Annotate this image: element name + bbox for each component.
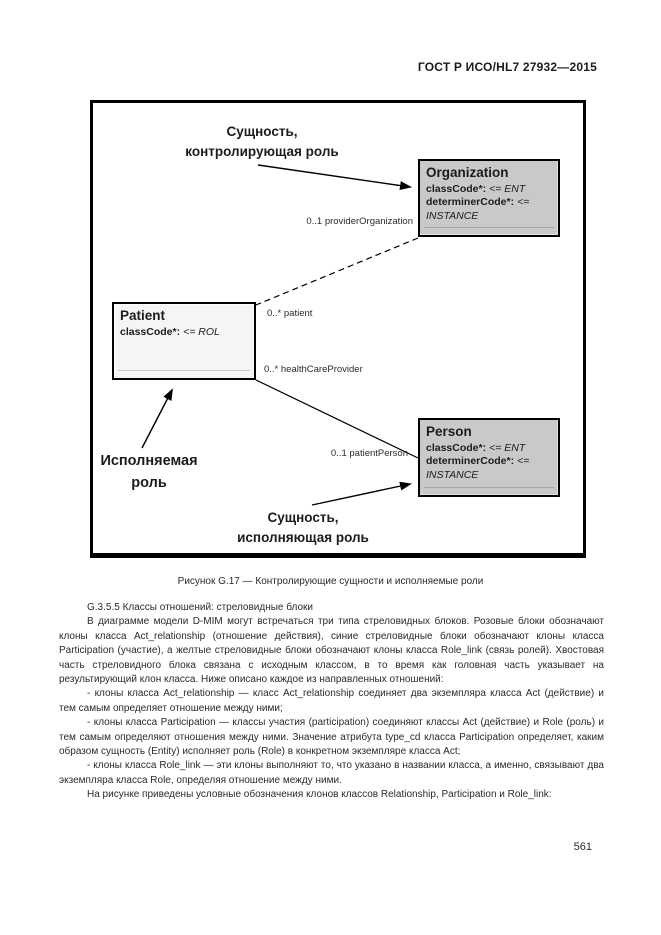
label-controlling-entity xyxy=(147,122,377,163)
arrow-controlling-entity xyxy=(258,165,410,187)
section-heading: G.3.5.5 Классы отношений: стреловидные блоки xyxy=(87,602,314,613)
edge-label-provider-organization: 0..1 providerOrganization xyxy=(306,216,413,227)
paragraph: - клоны класса Role_link — эти клоны выполняют то, что указано в названии класса, а именно, связывают два экземпляра класса Role, определяя отношение между ними. xyxy=(59,760,604,786)
paragraph: В диаграмме модели D-MIM могут встречаться три типа стреловидных блоков. Розовые блоки обозначают клоны класса Act_relationship (отношение действия), синие стреловидные блоки обозначают клоны класса Participation (участие), а желтые стреловидные блоки обозначают клоны класса Role_link (связь ролей). Хвостовая часть стреловидного блока связана с исходным классом, в то время как головная часть указывает на результирующий клон класса. Ниже описано каждое из направленных отношений: xyxy=(59,616,604,686)
patient-classcode-attr: classCode*: <= ROL xyxy=(120,325,220,338)
label-controlling-entity-line2: контролирующая роль xyxy=(185,144,339,160)
figure-caption: Рисунок G.17 — Контролирующие сущности и исполняемые роли xyxy=(177,576,484,587)
organization-classcode-attr: classCode*: <= ENT xyxy=(426,182,526,195)
class-box-organization xyxy=(418,159,560,237)
page-number: 561 xyxy=(573,841,592,853)
label-performing-entity-line1: Сущность, xyxy=(267,510,339,525)
label-performed-role-line1: Исполняемая xyxy=(100,453,198,469)
class-title-organization: Organization xyxy=(426,165,509,180)
edge-organization-patient xyxy=(256,238,418,305)
class-box-patient xyxy=(112,302,256,380)
label-controlling-entity-line1: Сущность, xyxy=(226,124,298,139)
paragraph: На рисунке приведены условные обозначения клонов классов Relationship, Participation и Role_link: xyxy=(87,789,552,801)
label-performing-entity-line2: исполняющая роль xyxy=(237,530,369,546)
figure-frame xyxy=(90,100,586,558)
edge-patient-person xyxy=(256,380,418,458)
person-classcode-attr: classCode*: <= ENT xyxy=(426,441,526,454)
edge-label-patient: 0..* patient xyxy=(267,308,313,319)
arrow-performing-entity xyxy=(312,484,410,505)
label-performed-role xyxy=(93,451,205,495)
edge-label-patient-person: 0..1 patientPerson xyxy=(330,448,408,459)
document-header: ГОСТ Р ИСО/HL7 27932—2015 xyxy=(417,60,597,74)
organization-determinercode-attr: determinerCode*: <= INSTANCE xyxy=(426,196,530,222)
body-text xyxy=(59,601,604,803)
class-title-patient: Patient xyxy=(120,308,166,323)
edge-label-health-care-provider: 0..* healthCareProvider xyxy=(264,364,363,375)
class-title-person: Person xyxy=(426,424,472,439)
arrow-performed-role xyxy=(142,390,172,448)
label-performing-entity xyxy=(218,508,388,549)
paragraph: - клоны класса Act_relationship — класс Act_relationship соединяет два экземпляра класса Act (действие) и тем самым определяет отношение между ними; xyxy=(59,688,604,714)
person-determinercode-attr: determinerCode*: <= INSTANCE xyxy=(426,455,530,481)
paragraph: - клоны класса Participation — классы участия (participation) соединяют классы Act (действие) и Role (роль) и тем самым определяют отношения между ними. Значение атрибута type_cd класса Participation определяет, каким образом сущность (Entity) исполняет роль (Role) в конкретном экземпляре класса Act; xyxy=(59,717,604,758)
class-box-person xyxy=(418,418,560,497)
label-performed-role-line2: роль xyxy=(131,474,167,491)
